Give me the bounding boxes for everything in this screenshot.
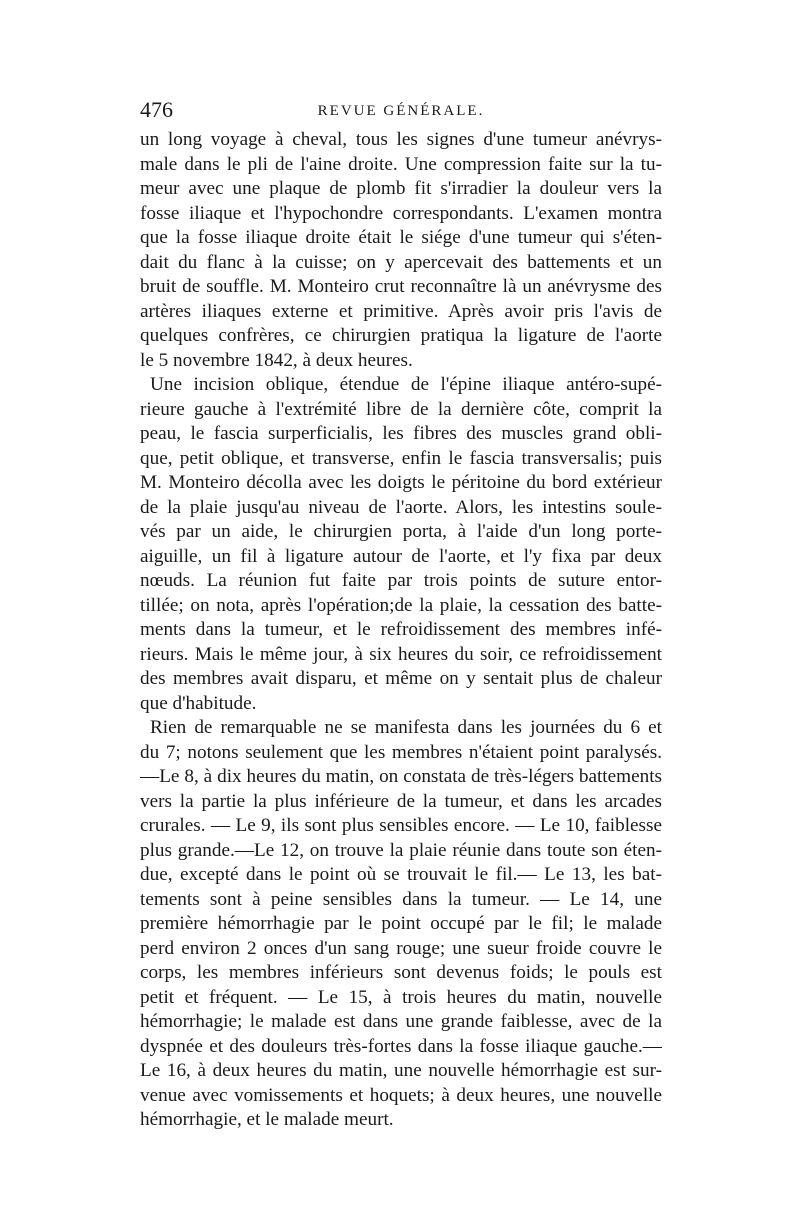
- text-line: rieurs. Mais le même jour, à six heures du soir, ce refroidissement: [140, 643, 662, 665]
- text-line: M. Monteiro décolla avec les doigts le péritoine du bord extérieur: [140, 472, 662, 493]
- text-line: artères iliaques externe et primitive. Après avoir pris l'avis de: [140, 300, 662, 322]
- text-line: Rien de remarquable ne se manifesta dans les journées du 6 et: [150, 717, 662, 738]
- text-line: peau, le fascia surperficialis, les fibres des muscles grand obli-: [140, 423, 662, 444]
- article-body: [140, 128, 662, 1133]
- text-line: que la fosse iliaque droite était le siége d'une tumeur qui s'éten-: [140, 227, 662, 248]
- text-line: que d'habitude.: [140, 692, 257, 714]
- text-line: venue avec vomissements et hoquets; à deux heures, une nouvelle: [140, 1084, 662, 1106]
- text-line: vés par un aide, le chirurgien porta, à l'aide d'un long porte-: [140, 521, 662, 542]
- text-line: due, excepté dans le point où se trouvait le fil.— Le 13, les bat-: [140, 864, 662, 885]
- text-line: tements sont à peine sensibles dans la tumeur. — Le 14, une: [140, 888, 662, 910]
- text-line: —Le 8, à dix heures du matin, on constata de très-légers battements: [140, 766, 662, 787]
- text-line: Le 16, à deux heures du matin, une nouvelle hémorrhagie est sur-: [140, 1060, 662, 1081]
- text-line: dyspnée et des douleurs très-fortes dans la fosse iliaque gauche.—: [140, 1035, 662, 1057]
- text-line: hémorrhagie, et le malade meurt.: [140, 1109, 394, 1130]
- text-line: de la plaie jusqu'au niveau de l'aorte. Alors, les intestins soule-: [140, 496, 662, 518]
- page-number: 476: [140, 97, 173, 122]
- text-line: perd environ 2 onces d'un sang rouge; une sueur froide couvre le: [140, 937, 662, 959]
- text-line: hémorrhagie; le malade est dans une grande faiblesse, avec de la: [140, 1011, 662, 1032]
- running-header: [140, 98, 662, 122]
- text-line: ments dans la tumeur, et le refroidissement des membres infé-: [140, 619, 662, 640]
- text-line: dait du flanc à la cuisse; on y apercevait des battements et un: [140, 251, 662, 273]
- text-line: que, petit oblique, et transverse, enfin le fascia transversalis; puis: [140, 447, 662, 469]
- text-line: le 5 novembre 1842, à deux heures.: [140, 349, 413, 371]
- text-line: nœuds. La réunion fut faite par trois points de suture entor-: [140, 570, 662, 591]
- text-line: Une incision oblique, étendue de l'épine iliaque antéro-supé-: [150, 374, 662, 395]
- text-line: bruit de souffle. M. Monteiro crut reconnaître là un anévrysme des: [140, 276, 662, 297]
- text-line: petit et fréquent. — Le 15, à trois heures du matin, nouvelle: [140, 986, 662, 1008]
- text-line: tillée; on nota, après l'opération;de la plaie, la cessation des batte-: [140, 594, 662, 616]
- text-line: rieure gauche à l'extrémité libre de la dernière côte, comprit la: [140, 398, 662, 420]
- text-line: des membres avait disparu, et même on y sentait plus de chaleur: [140, 668, 662, 689]
- text-line: male dans le pli de l'aine droite. Une compression faite sur la tu-: [140, 153, 662, 175]
- text-line: vers la partie la plus inférieure de la tumeur, et dans les arcades: [140, 790, 662, 812]
- text-line: meur avec une plaque de plomb fit s'irradier la douleur vers la: [140, 178, 662, 199]
- text-line: plus grande.—Le 12, on trouve la plaie réunie dans toute son éten-: [140, 839, 662, 861]
- journal-title: REVUE GÉNÉRALE.: [317, 103, 485, 119]
- text-line: fosse iliaque et l'hypochondre correspondants. L'examen montra: [140, 202, 662, 224]
- text-line: crurales. — Le 9, ils sont plus sensibles encore. — Le 10, faiblesse: [140, 815, 662, 836]
- text-line: aiguille, un fil à ligature autour de l'aorte, et l'y fixa par deux: [140, 545, 662, 567]
- text-line: du 7; notons seulement que les membres n'étaient point paralysés.: [140, 741, 662, 763]
- text-line: quelques confrères, ce chirurgien pratiqua la ligature de l'aorte: [140, 325, 662, 346]
- text-line: un long voyage à cheval, tous les signes d'une tumeur anévrys-: [140, 129, 662, 150]
- text-line: corps, les membres inférieurs sont devenus foids; le pouls est: [140, 962, 662, 983]
- text-line: première hémorrhagie par le point occupé par le fil; le malade: [140, 913, 662, 934]
